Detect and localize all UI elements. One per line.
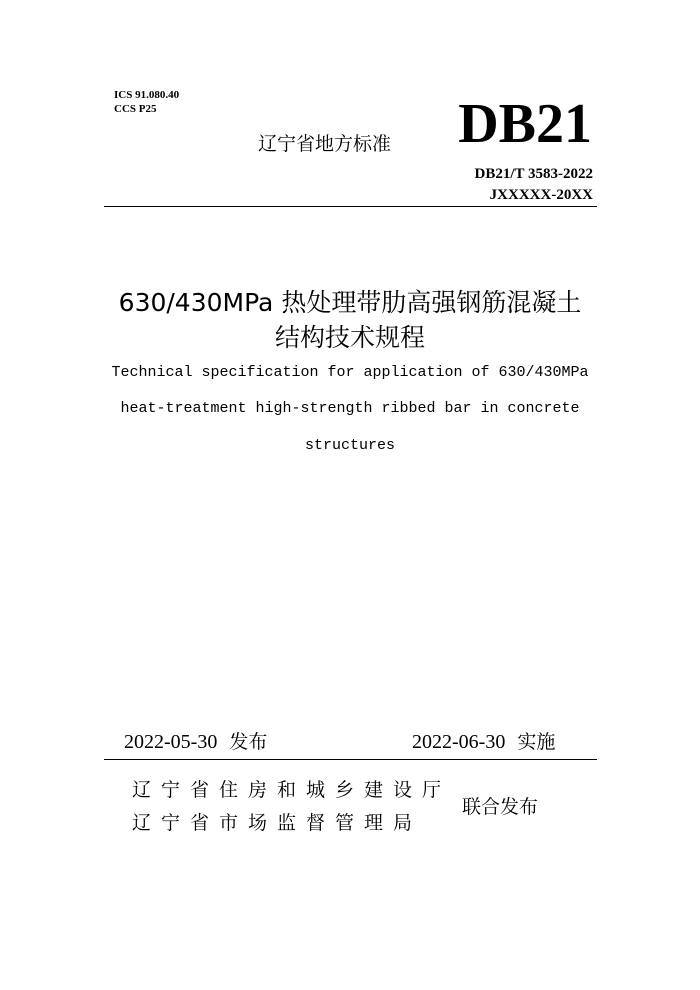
title-en-line1: Technical specification for application of 630/430MPa — [111, 364, 589, 381]
title-zh-line1: 630/430MPa 热处理带肋高强钢筋混凝土 — [118, 288, 582, 317]
classification-codes — [114, 88, 179, 116]
header-divider — [104, 206, 597, 207]
db-logo: DB21 — [458, 93, 592, 155]
standard-type: 辽宁省地方标准 — [258, 133, 392, 155]
title-en-line3: structures — [304, 437, 395, 454]
joint-issue-label: 联合发布 — [462, 796, 539, 818]
standard-number: DB21/T 3583-2022 — [474, 166, 593, 182]
implement-label: 实施 — [517, 731, 556, 753]
title-zh-line2: 结构技术规程 — [274, 323, 425, 352]
issue-date: 2022-05-30 — [124, 731, 218, 753]
ics-code: ICS 91.080.40 — [114, 89, 180, 101]
record-number: JXXXXX-20XX — [489, 187, 593, 203]
footer-divider — [104, 759, 597, 760]
issuer-org-2: 辽宁省市场监督管理局 — [132, 812, 423, 834]
implement-date: 2022-06-30 — [412, 731, 506, 753]
issue-label: 发布 — [229, 731, 268, 753]
ccs-code: CCS P25 — [114, 103, 157, 115]
implement-date-line — [412, 727, 555, 754]
issuer-org-1: 辽宁省住房和城乡建设厅 — [132, 779, 452, 801]
title-en-line2: heat-treatment high-strength ribbed bar in concrete — [120, 400, 580, 417]
standard-numbers — [475, 164, 593, 206]
issue-date-line — [124, 727, 267, 754]
